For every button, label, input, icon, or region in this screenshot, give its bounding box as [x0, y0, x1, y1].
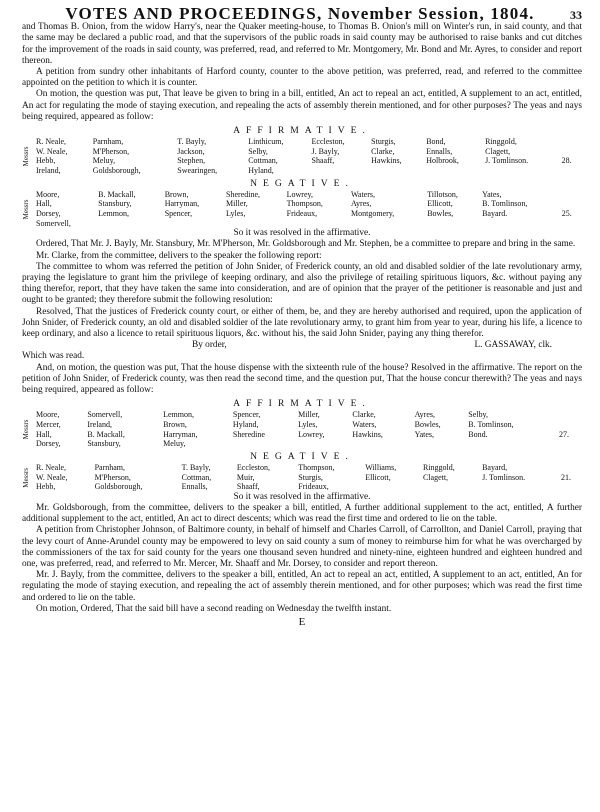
- member-name: Waters,: [351, 189, 376, 199]
- member-name: Ellicott,: [365, 472, 391, 482]
- member-name: Hyland,: [248, 166, 274, 176]
- name-row: [36, 410, 582, 420]
- negative-heading: NEGATIVE.: [250, 177, 354, 189]
- negative-block: [22, 190, 582, 228]
- names-table: [36, 137, 582, 175]
- member-name: Stansbury,: [87, 439, 121, 449]
- member-name: Hawkins,: [352, 429, 383, 439]
- member-name: [427, 219, 482, 229]
- member-name: Goldsborough,: [94, 482, 143, 492]
- member-name: Clagett,: [422, 472, 449, 482]
- member-name: [371, 166, 426, 176]
- vote-count: 27.: [558, 429, 569, 439]
- member-name: T. Bayly,: [181, 463, 211, 473]
- member-name: Selby,: [248, 146, 268, 156]
- member-name: Ennalls,: [181, 482, 208, 492]
- vote-count-spacer: [561, 482, 582, 492]
- paragraph: Mr. J. Bayly, from the committee, delivers to the speaker a bill, entitled, An act to repeal an act, entitled, A supplement to an act, entitled, An for regulating the mode of staying execution, and repealing the act of assembly therein mentioned, and for other purposes; which was read the first time and ordered to lie on the table.: [22, 570, 582, 603]
- member-name: Eccleston,: [311, 137, 345, 147]
- member-name: [298, 439, 352, 449]
- member-name: Shaaff,: [311, 156, 335, 166]
- member-name: [287, 219, 351, 229]
- member-name: Brown,: [163, 420, 187, 430]
- vote-section-2: [22, 398, 582, 503]
- member-name: Lyles,: [226, 209, 246, 218]
- vote-count-spacer: [562, 137, 582, 147]
- name-row: [36, 439, 582, 449]
- signature-mark: E: [298, 616, 306, 629]
- member-name: W. Neale,: [36, 472, 68, 482]
- member-name: Hall,: [36, 199, 52, 209]
- member-name: Bayard,: [482, 463, 508, 473]
- name-row: [36, 482, 582, 492]
- member-name: Stansbury,: [98, 199, 132, 209]
- name-row: [36, 156, 582, 166]
- member-name: B. Mackall,: [87, 429, 125, 439]
- name-row: [36, 147, 582, 157]
- member-name: Holbrook,: [426, 156, 459, 166]
- member-name: [423, 482, 482, 492]
- paragraphs-top: [22, 22, 582, 123]
- affirmative-heading: AFFIRMATIVE.: [233, 125, 371, 137]
- member-name: Bond,: [426, 137, 446, 147]
- member-name: Goldsborough,: [92, 166, 141, 176]
- paragraph: And, on motion, the question was put, That the house dispense with the sixteenth rule of the house? Resolved in the affirmative. The report on the petition of John Snider, of Frederick county, was then read the second time, and the question put, That the house concur therewith? The yeas and nays being required, appeared as follow:: [22, 362, 582, 396]
- paragraph: Ordered, That Mr. J. Bayly, Mr. Stansbury, Mr. M'Pherson, Mr. Goldsborough and Mr. Stephen, be a committee to prepare and bring in the same.: [36, 239, 576, 250]
- vote-result: So it was resolved in the affirmative.: [233, 228, 371, 239]
- paragraph: and Thomas B. Onion, from the widow Harry's, near the Quaker meeting-house, to Thomas B. Onion's mill on Winter's run, in said county, and that the same may be declared a public road, and that the supervisors of the public roads in said county may be authorised to raise banks and cut ditches for the improvement of the roads in said county, was preferred, read, and referred to Mr. Montgomery, Mr. Bond and Mr. Ayres, to consider and report thereon.: [22, 22, 582, 66]
- member-name: Stephen,: [177, 156, 206, 166]
- vote-count: 25.: [561, 209, 572, 218]
- member-name: Tillotson,: [427, 189, 458, 199]
- member-name: Clagett,: [485, 146, 511, 156]
- paragraphs-mid: [22, 239, 582, 340]
- member-name: Ringgold,: [485, 137, 517, 147]
- paragraph: The committee to whom was referred the petition of John Snider, of Frederick county, an old and disabled soldier of the late revolutionary army, praying the legislature to grant him the privilege of keeping ordinary, and also the privilege of retailing spirituous liquors, &c. without paying any thing therefor, report, that they have taken the same into consideration, and are of opinion that the prayer of the petitioner is reasonable and just and ought to be granted; they therefore submit the following resolution:: [22, 261, 582, 306]
- member-name: Waters,: [352, 420, 377, 430]
- member-name: Bowles,: [427, 209, 454, 218]
- member-name: Spencer,: [232, 410, 261, 420]
- member-name: Brown,: [164, 189, 189, 199]
- member-name: [365, 482, 423, 492]
- member-name: Bowles,: [414, 420, 441, 430]
- member-name: Spencer,: [164, 209, 193, 218]
- member-name: Ennalls,: [426, 146, 453, 156]
- negative-heading: NEGATIVE.: [250, 450, 354, 462]
- member-name: Miller,: [226, 199, 248, 209]
- name-row: [36, 420, 582, 430]
- name-row: [36, 219, 582, 229]
- member-name: Eccleston,: [236, 463, 270, 473]
- member-name: Lowrey,: [298, 429, 325, 439]
- signature: [22, 340, 582, 351]
- name-row: [36, 190, 582, 200]
- member-name: Hebb,: [36, 482, 56, 492]
- member-name: J. Bayly,: [311, 146, 340, 156]
- member-name: W. Neale,: [36, 146, 68, 156]
- member-name: Dorsey,: [36, 209, 61, 218]
- page-header: [22, 4, 582, 23]
- member-name: Ireland,: [36, 166, 61, 176]
- member-name: J. Tomlinson.: [485, 156, 529, 166]
- member-name: [415, 439, 469, 449]
- member-name: Swearingen,: [177, 166, 218, 176]
- member-name: B. Tomlinson,: [482, 199, 528, 209]
- paragraphs-mid2: [22, 351, 582, 396]
- member-name: R. Neale,: [36, 463, 66, 473]
- negative-block: [22, 463, 582, 492]
- member-name: Ayres,: [351, 199, 372, 209]
- member-name: Somervell,: [36, 218, 71, 228]
- member-name: Selby,: [468, 410, 488, 420]
- member-name: [165, 219, 226, 229]
- member-name: Cottman,: [181, 472, 212, 482]
- member-name: Montgomery,: [351, 209, 395, 218]
- member-name: Clarke,: [352, 410, 376, 420]
- vote-count: 28.: [561, 156, 572, 166]
- member-name: Harryman,: [163, 429, 198, 439]
- member-name: J. Tomlinson.: [482, 472, 526, 482]
- name-row: [36, 199, 582, 209]
- member-name: [482, 482, 561, 492]
- member-name: Hyland,: [232, 420, 259, 430]
- member-name: Yates,: [482, 189, 502, 199]
- vote-count-spacer: [561, 463, 582, 473]
- member-name: Moore,: [36, 189, 60, 199]
- member-name: M'Pherson,: [94, 472, 131, 482]
- paragraph: On motion, the question was put, That leave be given to bring in a bill, entitled, An act to repeal an act, entitled, A supplement to an act, entitled, An act for regulating the mode of staying execution, and repealing the acts of assembly therein mentioned, and for other purposes? The yeas and nays being required, appeared as follow:: [22, 89, 582, 122]
- member-name: Sheredine,: [226, 189, 261, 199]
- member-name: Muir,: [236, 472, 255, 482]
- member-name: Hawkins,: [371, 156, 402, 166]
- name-row: [36, 209, 582, 219]
- paragraph: A petition from Christopher Johnson, of Baltimore county, in behalf of himself and Charles Carroll, of Carrollton, and Daniel Carroll, praying that the levy court of Anne-Arundel county may be empowered to levy on said county a sum of money to reimburse him for what he was overcharged by the commissioners of the tax for said county for the years one thousand seven hundred and ninety-nine, eighteen hundred and eighteen hundred and one, was preferred, read, and referred to Mr. Mercer, Mr. Shaaff and Mr. Dorsey, to consider and report thereon.: [22, 525, 582, 570]
- messrs-label: Messrs: [22, 467, 30, 488]
- affirmative-block: [22, 410, 582, 448]
- paragraph: On motion, Ordered, That the said bill have a second reading on Wednesday the twelfth instant.: [36, 603, 392, 614]
- member-name: Hall,: [36, 429, 52, 439]
- member-name: [233, 439, 298, 449]
- member-name: B. Tomlinson,: [468, 420, 514, 430]
- member-name: [312, 166, 372, 176]
- vote-count-spacer: [559, 420, 582, 430]
- member-name: Bayard.: [482, 209, 508, 218]
- member-name: Shaaff,: [236, 482, 260, 492]
- member-name: Ellicott,: [427, 199, 453, 209]
- member-name: Sturgis,: [371, 137, 396, 147]
- member-name: Parnham,: [94, 463, 125, 473]
- member-name: [485, 166, 562, 176]
- member-name: Sturgis,: [298, 472, 323, 482]
- member-name: Bond.: [468, 429, 488, 439]
- name-row: [36, 473, 582, 483]
- member-name: Lowrey,: [286, 189, 313, 199]
- member-name: Ringgold,: [422, 463, 455, 473]
- vote-result: So it was resolved in the affirmative.: [233, 491, 371, 502]
- vote-count-spacer: [562, 166, 582, 176]
- member-name: Ayres,: [414, 410, 435, 420]
- member-name: [351, 219, 427, 229]
- paragraph: Mr. Goldsborough, from the committee, delivers to the speaker a bill, entitled, A further additional supplement to the act, entitled, A further additional supplement to the act, entitled, An act to direct descents; which was read the first time and ordered to lie on the table.: [22, 503, 582, 525]
- page-title: VOTES AND PROCEEDINGS, November Session, 1804.: [65, 4, 535, 23]
- messrs-label: Messrs: [22, 199, 30, 219]
- member-name: [352, 439, 414, 449]
- member-name: Meluy,: [92, 156, 116, 166]
- member-name: Lyles,: [298, 420, 318, 430]
- member-name: Frideaux,: [286, 209, 318, 218]
- vote-count-spacer: [562, 219, 582, 229]
- name-row: [36, 137, 582, 147]
- paragraph: Which was read.: [22, 351, 85, 362]
- member-name: [98, 219, 165, 229]
- member-name: Parnham,: [92, 137, 124, 147]
- vote-section-1: [22, 125, 582, 239]
- member-name: [426, 166, 485, 176]
- names-table: [36, 190, 582, 228]
- name-row: [36, 166, 582, 176]
- signature-by-order: By order,: [192, 340, 227, 351]
- messrs-label: Messrs: [22, 146, 30, 167]
- affirmative-heading: AFFIRMATIVE.: [233, 398, 371, 410]
- member-name: Yates,: [414, 429, 435, 439]
- name-row: [36, 430, 582, 440]
- member-name: [482, 219, 562, 229]
- member-name: [468, 439, 559, 449]
- paragraph: Mr. Clarke, from the committee, delivers to the speaker the following report:: [36, 250, 322, 261]
- member-name: Jackson,: [177, 146, 205, 156]
- member-name: Thompson,: [286, 199, 323, 209]
- paragraphs-bottom: [22, 503, 582, 615]
- member-name: [226, 219, 287, 229]
- member-name: B. Mackall,: [98, 189, 136, 199]
- member-name: Harryman,: [164, 199, 200, 209]
- member-name: Lemmon,: [98, 209, 129, 218]
- member-name: Dorsey,: [36, 439, 61, 449]
- member-name: Linthicum,: [248, 137, 284, 147]
- paragraph: A petition from sundry other inhabitants of Harford county, counter to the above petition, was preferred, read, and referred to the committee appointed on the petition to which it is counter.: [22, 67, 582, 89]
- name-row: [36, 463, 582, 473]
- member-name: Thompson,: [298, 463, 335, 473]
- vote-count-spacer: [562, 199, 582, 209]
- member-name: Miller,: [298, 410, 320, 420]
- member-name: M'Pherson,: [92, 146, 130, 156]
- member-name: Lemmon,: [163, 410, 194, 420]
- member-name: Frideaux,: [298, 482, 329, 492]
- affirmative-block: [22, 137, 582, 175]
- member-name: Meluy,: [163, 439, 186, 449]
- page-number: 33: [570, 8, 582, 22]
- paragraph: Resolved, That the justices of Frederick county court, or either of them, be, and they are hereby authorised and required, upon the application of John Snider, of Frederick county, an old and disabled soldier of the late revolutionary army, to grant him from year to year, during his life, a licence to keep ordinary, and also a licence to retail spirituous liquors, &c. without his, the said John Snider, paying any thing therefor.: [22, 306, 582, 340]
- messrs-label: Messrs: [22, 419, 30, 440]
- vote-count-spacer: [562, 190, 582, 200]
- member-name: T. Bayly,: [177, 137, 207, 147]
- member-name: R. Neale,: [36, 137, 66, 147]
- vote-count: 21.: [560, 472, 571, 482]
- member-name: Somervell,: [87, 410, 123, 420]
- member-name: Mercer,: [36, 420, 61, 430]
- names-table: [36, 410, 582, 448]
- member-name: Williams,: [365, 463, 397, 473]
- member-name: Cottman,: [248, 156, 278, 166]
- member-name: Hebb,: [36, 156, 56, 166]
- member-name: Clarke,: [371, 146, 395, 156]
- member-name: Ireland,: [87, 420, 112, 430]
- member-name: Moore,: [36, 410, 60, 420]
- vote-count-spacer: [562, 147, 582, 157]
- member-name: Sheredine: [232, 429, 265, 439]
- signature-name: L. GASSAWAY, clk.: [474, 340, 552, 351]
- vote-count-spacer: [559, 439, 582, 449]
- vote-count-spacer: [559, 410, 582, 420]
- names-table: [36, 463, 582, 492]
